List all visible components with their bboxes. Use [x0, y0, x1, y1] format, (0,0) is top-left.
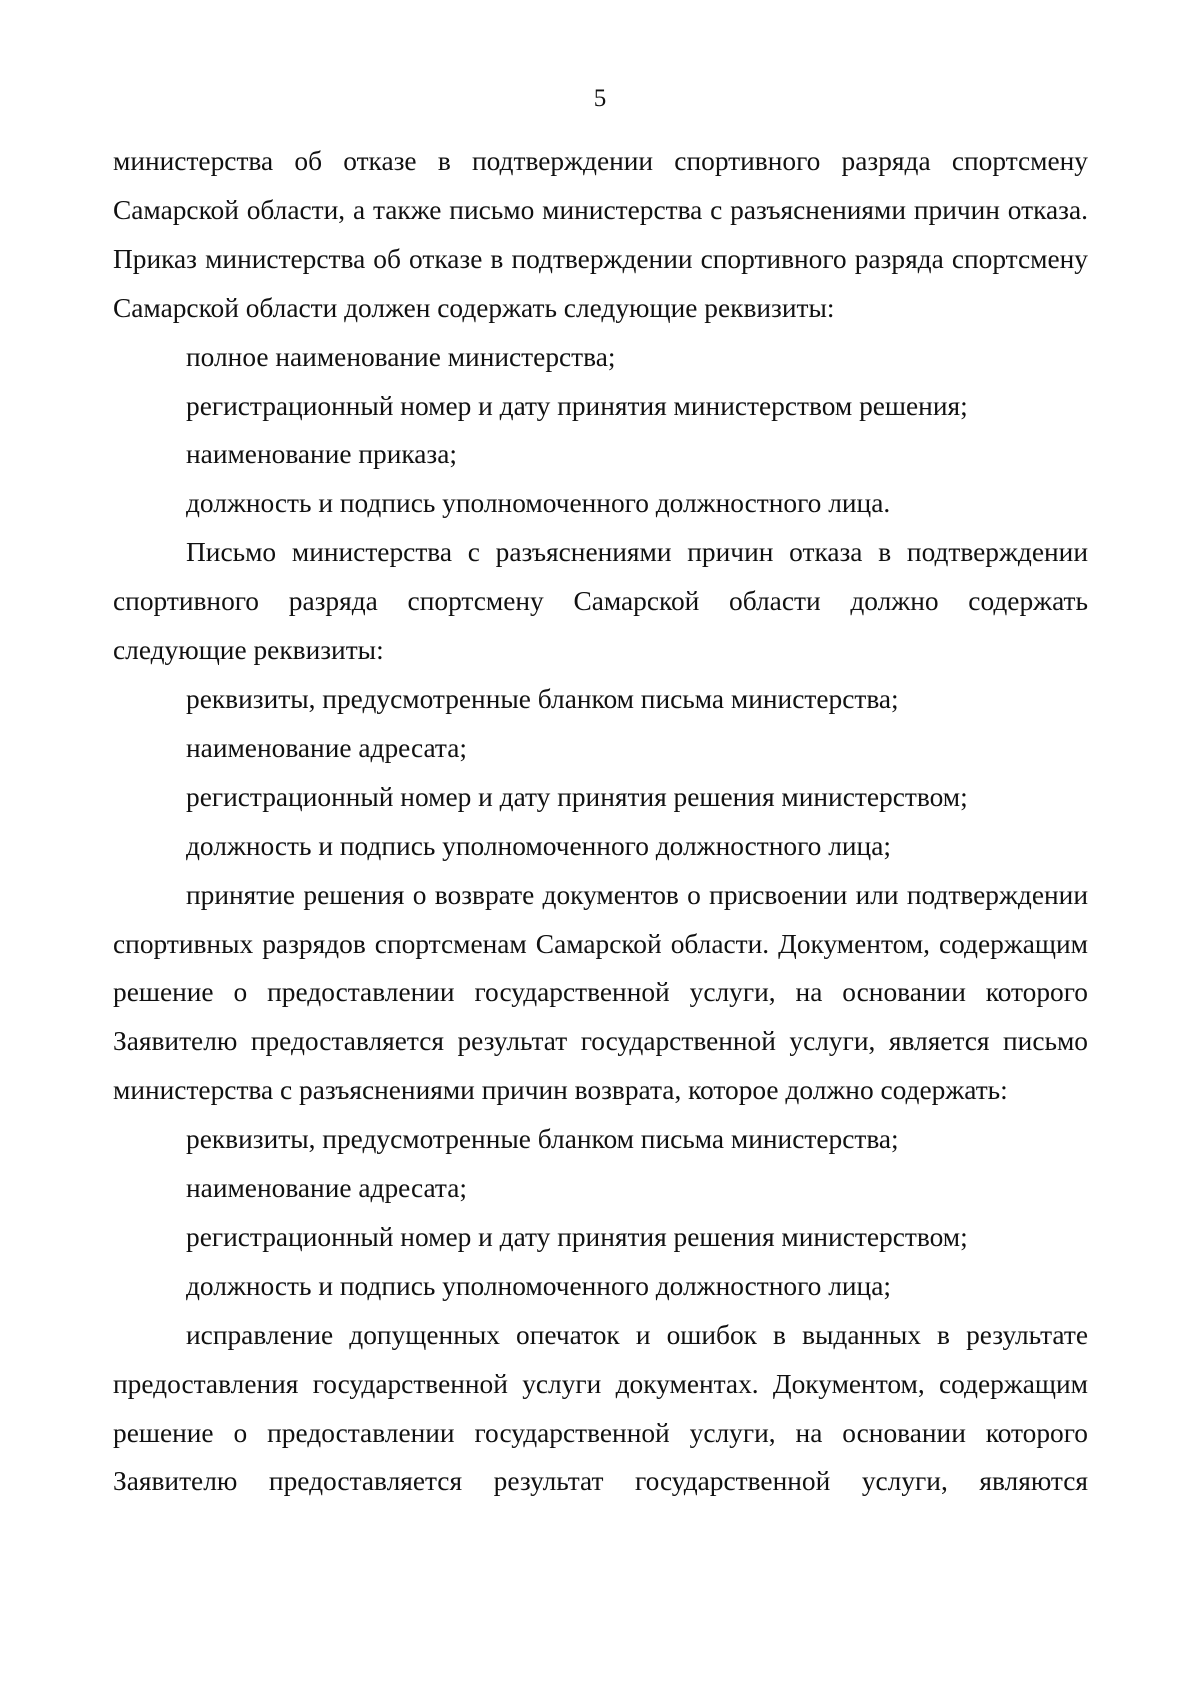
paragraph-continuation: министерства об отказе в подтверждении спортивного разряда спортсмену Самарской области, а также письмо министерства с разъяснениями причин отказа. Приказ министерства об отказе в подтверждении спортивного разряда спортсмену Самарской области должен содержать следующие реквизиты: [113, 146, 1088, 323]
list-item-letterhead-details: реквизиты, предусмотренные бланком письма министерства; [186, 683, 899, 714]
list-item-addressee: наименование адресата; [186, 1173, 468, 1204]
list-item-addressee: наименование адресата; [186, 732, 468, 763]
paragraph-return-decision: принятие решения о возврате документов о присвоении или подтверждении спортивных разрядов спортсменам Самарской области. Документом, содержащим решение о предоставлении государственной услуги, на основании которого Заявителю предоставляется результат государственной услуги, является письмо министерства с разъяснениями причин возврата, которое должно содержать: [113, 879, 1088, 1106]
list-item-position-signature: должность и подпись уполномоченного должностного лица; [186, 830, 891, 861]
list-item-order-name: наименование приказа; [186, 439, 458, 470]
list-item-registration-number: регистрационный номер и дату принятия министерством решения; [186, 390, 968, 421]
list-item-registration-number: регистрационный номер и дату принятия решения министерством; [186, 1221, 968, 1252]
list-item-registration-number: регистрационный номер и дату принятия решения министерством; [186, 781, 968, 812]
list-item-letterhead-details: реквизиты, предусмотренные бланком письма министерства; [186, 1124, 899, 1155]
paragraph-refusal-letter: Письмо министерства с разъяснениями причин отказа в подтверждении спортивного разряда спортсмену Самарской области должно содержать следующие реквизиты: [113, 537, 1088, 666]
list-item-position-signature: должность и подпись уполномоченного должностного лица; [186, 1270, 891, 1301]
document-body [113, 137, 1088, 1506]
list-item-full-ministry-name: полное наименование министерства; [186, 341, 616, 372]
list-item-position-signature: должность и подпись уполномоченного должностного лица. [186, 488, 891, 519]
paragraph-error-correction: исправление допущенных опечаток и ошибок в выданных в результате предоставления государственной услуги документах. Документом, содержащим решение о предоставлении государственной услуги, на основании которого Заявителю предоставляется результат государственной услуги, являются [113, 1319, 1088, 1497]
page-number: 5 [593, 85, 607, 112]
